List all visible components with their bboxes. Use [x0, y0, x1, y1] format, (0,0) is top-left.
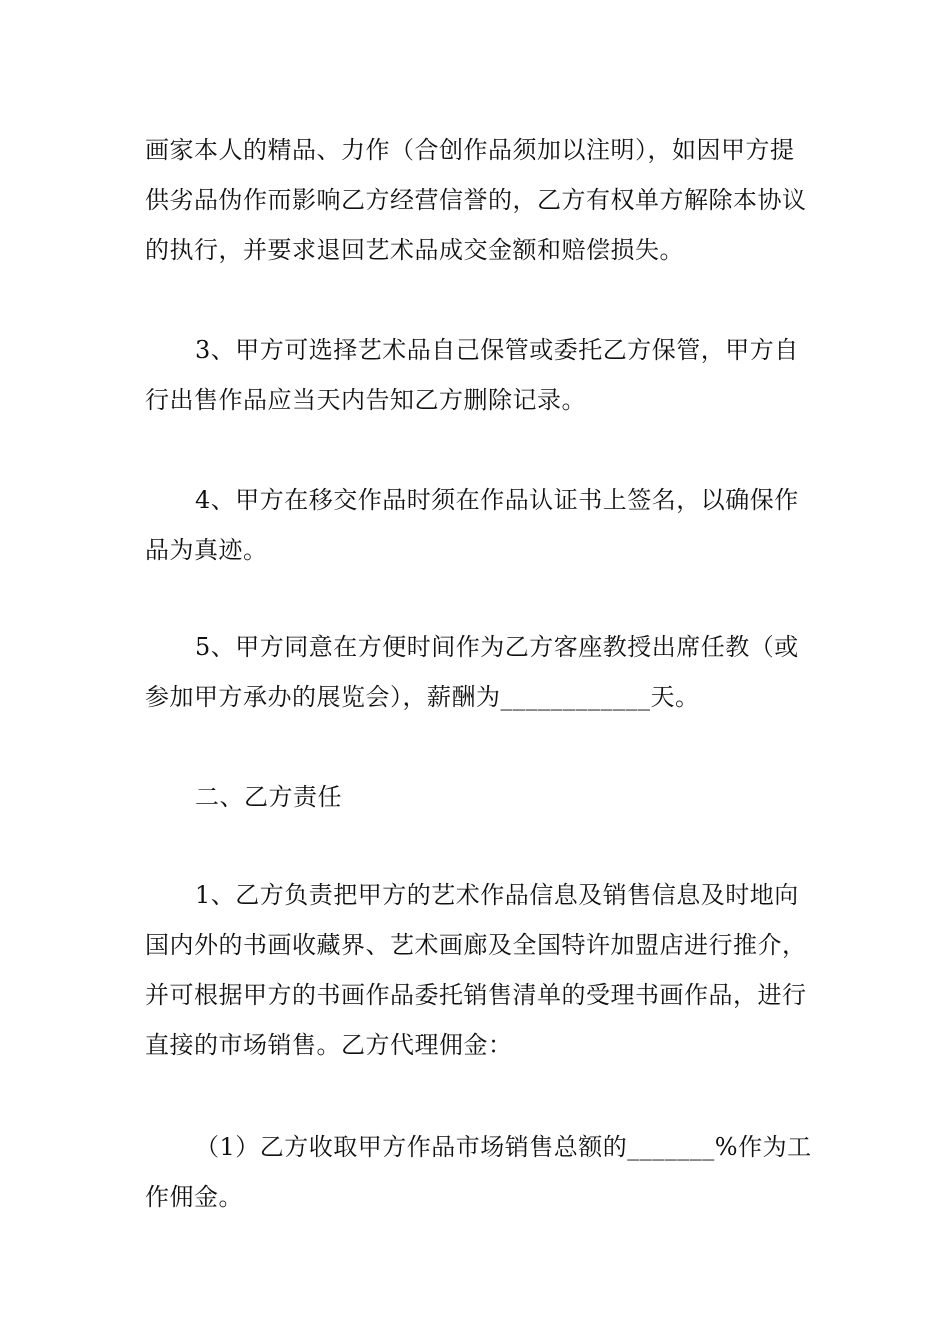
paragraph-clause-3: 3、甲方可选择艺术品自己保管或委托乙方保管，甲方自行出售作品应当天内告知乙方删除记录。	[145, 336, 799, 414]
paragraph-party-b-clause-1: 1、乙方负责把甲方的艺术作品信息及销售信息及时地向国内外的书画收藏界、艺术画廊及全国特许加盟店进行推介，并可根据甲方的书画作品委托销售清单的受理书画作品，进行直接的市场销售。乙方代理佣金：	[145, 881, 807, 1059]
paragraph-clause-5: 5、甲方同意在方便时间作为乙方客座教授出席任教（或参加甲方承办的展览会），薪酬为____________天。	[145, 633, 799, 711]
paragraph-clause-4: 4、甲方在移交作品时须在作品认证书上签名，以确保作品为真迹。	[145, 486, 799, 564]
section-heading-party-b: 二、乙方责任	[195, 783, 342, 811]
paragraph-continuation: 画家本人的精品、力作（合创作品须加以注明），如因甲方提供劣品伪作而影响乙方经营信誉的，乙方有权单方解除本协议的执行，并要求退回艺术品成交金额和赔偿损失。	[145, 136, 807, 264]
paragraph-commission-1: （1）乙方收取甲方作品市场销售总额的_______%作为工作佣金。	[145, 1133, 812, 1211]
